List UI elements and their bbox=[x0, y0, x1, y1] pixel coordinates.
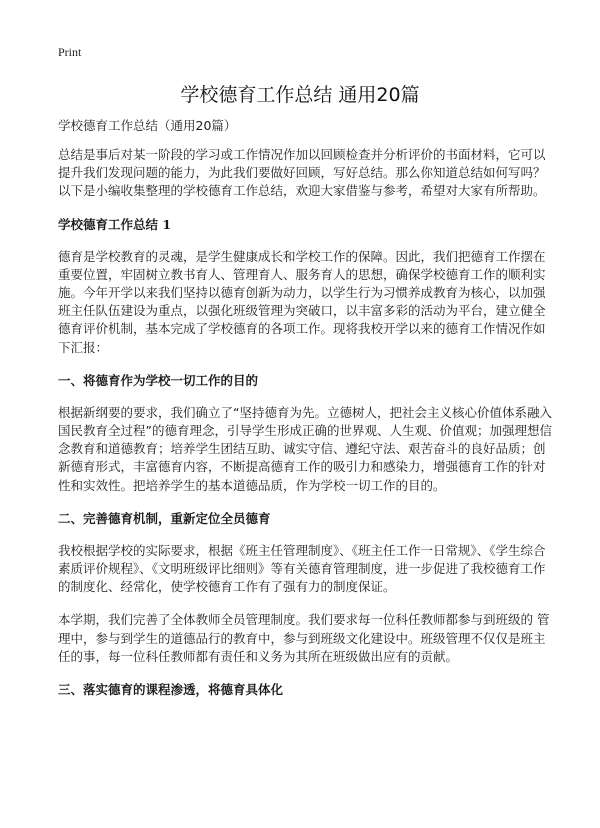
subsection-heading-3: 三、落实德育的课程渗透，将德育具体化 bbox=[58, 682, 284, 698]
section-paragraph: 德育是学校教育的灵魂，是学生健康成长和学校工作的保障。因此，我们把德育工作摆在重要位置，牢固树立教书育人、管理育人、服务育人的思想，确保学校德育工作的顺利实施。今年开学以来我们坚持以德育创新为动力，以学生行为习惯养成教育为核心，以加强班主任队伍建设为重点，以强化班级管理为突破口，以丰富多彩的活动为平台，建立健全德育评价机制，基本完成了学校德育的各项工作。现将我校开学以来的德育工作情况作如下汇报： bbox=[58, 248, 546, 355]
subsection-paragraph-2a: 我校根据学校的实际要求，根据《班主任管理制度》、《班主任工作一日常规》、《学生综合素质评价规程》、《文明班级评比细则》等有关德育管理制度，进一步促进了我校德育工作的制度化、经常化，使学校德育工作有了强有力的制度保证。 bbox=[58, 542, 546, 595]
intro-paragraph: 总结是事后对某一阶段的学习或工作情况作加以回顾检查并分析评价的书面材料，它可以提升我们发现问题的能力，为此我们要做好回顾，写好总结。那么你知道总结如何写吗？以下是小编收集整理的学校德育工作总结，欢迎大家借鉴与参考，希望对大家有所帮助。 bbox=[58, 147, 546, 199]
subsection-heading-2: 二、完善德育机制，重新定位全员德育 bbox=[58, 510, 271, 526]
subsection-heading-1: 一、将德育作为学校一切工作的目的 bbox=[58, 372, 259, 388]
document-title: 学校德育工作总结 通用20篇 bbox=[180, 84, 420, 106]
print-link[interactable]: Print bbox=[58, 45, 82, 59]
document-subtitle: 学校德育工作总结（通用20篇） bbox=[58, 118, 237, 133]
subsection-paragraph-2b: 本学期，我们完善了全体教师全员管理制度。我们要求每一位科任教师都参与到班级的 管理中，参与到学生的道德品行的教育中，参与到班级文化建设中。班级管理不仅仅是班主任的事，每一位科任教师都有责任和义务为其所在班级做出应有的贡献。 bbox=[58, 612, 550, 664]
subsection-paragraph-1: 根据新纲要的要求，我们确立了“坚持德育为先。立德树人，把社会主义核心价值体系融入国民教育全过程”的德育理念，引导学生形成正确的世界观、人生观、价值观；加强理想信念教育和道德教育；培养学生团结互助、诚实守信、遵纪守法、艰苦奋斗的良好品质；创新德育形式，丰富德育内容，不断提高德育工作的吸引力和感染力，增强德育工作的针对性和实效性。把培养学生的基本道德品质，作为学校一切工作的目的。 bbox=[58, 404, 552, 493]
section-heading: 学校德育工作总结 1 bbox=[58, 216, 172, 232]
document-body bbox=[58, 117, 553, 713]
